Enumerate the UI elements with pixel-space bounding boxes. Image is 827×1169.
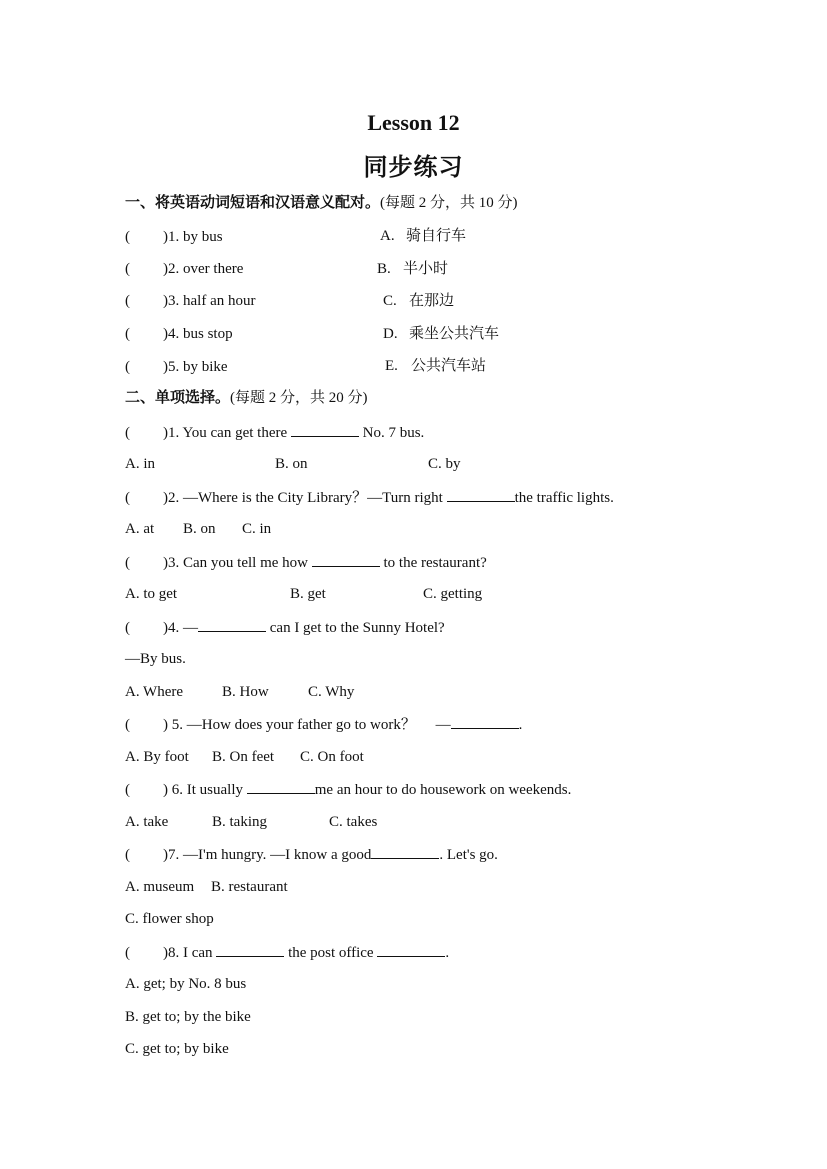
- match-item-phrase: )3. half an hour: [163, 293, 256, 309]
- question-text-end: can I get to the Sunny Hotel?: [269, 620, 445, 636]
- match-meaning-b: [377, 258, 448, 279]
- q8-option-b[interactable]: B. get to; by the bike: [125, 1009, 251, 1025]
- q2-option-b[interactable]: B. on: [183, 521, 216, 537]
- match-row-5: [125, 357, 228, 377]
- q3-option-a[interactable]: A. to get: [125, 586, 178, 602]
- q4-option-c[interactable]: C. Why: [308, 684, 355, 700]
- answer-paren[interactable]: (: [125, 847, 130, 863]
- q8-option-c[interactable]: C. get to; by bike: [125, 1041, 229, 1057]
- question-text: )3. Can you tell me how: [163, 555, 308, 571]
- q3-option-c[interactable]: C. getting: [423, 586, 483, 602]
- answer-paren[interactable]: (: [125, 555, 130, 571]
- question-1: [125, 422, 424, 442]
- section1-heading: [125, 193, 518, 213]
- q6-option-c[interactable]: C. takes: [329, 814, 378, 830]
- q8-option-a[interactable]: A. get; by No. 8 bus: [125, 976, 247, 992]
- answer-paren[interactable]: (: [125, 293, 130, 309]
- question-text-end: No. 7 bus.: [362, 425, 425, 441]
- fill-blank[interactable]: [291, 422, 359, 437]
- q7-option-b[interactable]: B. restaurant: [211, 879, 288, 895]
- lesson-title: Lesson 12: [367, 110, 460, 135]
- answer-paren[interactable]: (: [125, 425, 130, 441]
- answer-paren[interactable]: (: [125, 261, 130, 277]
- match-row-2: [125, 259, 243, 279]
- answer-paren[interactable]: (: [125, 229, 130, 245]
- question-text-end: . Let's go.: [439, 847, 498, 863]
- question-7: [125, 844, 498, 864]
- match-item-phrase: )1. by bus: [163, 229, 223, 245]
- q5-option-c[interactable]: C. On foot: [300, 749, 364, 765]
- answer-paren[interactable]: (: [125, 359, 130, 375]
- section2-heading: [125, 388, 368, 408]
- question-text: )8. I can: [163, 945, 213, 961]
- answer-paren[interactable]: (: [125, 717, 130, 733]
- question-text: )7. —I'm hungry. —I know a good: [163, 847, 372, 863]
- match-letter: C.: [383, 293, 397, 309]
- match-row-1: [125, 227, 223, 247]
- question-text: )4. —: [163, 620, 198, 636]
- fill-blank[interactable]: [198, 617, 266, 632]
- question-3: [125, 552, 487, 572]
- q1-option-c[interactable]: C. by: [428, 456, 461, 472]
- question-text-end: .: [518, 717, 523, 733]
- fill-blank[interactable]: [377, 942, 445, 957]
- q1-option-b[interactable]: B. on: [275, 456, 308, 472]
- q6-option-a[interactable]: A. take: [125, 814, 169, 830]
- q2-option-a[interactable]: A. at: [125, 521, 155, 537]
- q2-option-c[interactable]: C. in: [242, 521, 272, 537]
- question-2: [125, 487, 614, 507]
- match-row-4: [125, 324, 233, 344]
- match-item-phrase: )5. by bike: [163, 359, 228, 375]
- match-meaning-a: [380, 225, 466, 246]
- q4-option-a[interactable]: A. Where: [125, 684, 184, 700]
- q5-option-b[interactable]: B. On feet: [212, 749, 275, 765]
- q4-option-b[interactable]: B. How: [222, 684, 269, 700]
- match-item-phrase: )2. over there: [163, 261, 244, 277]
- section1-note: (每题 2 分，共 10 分): [380, 195, 518, 211]
- fill-blank[interactable]: [447, 487, 515, 502]
- question-8: [125, 942, 449, 962]
- question-text: ) 6. It usually: [163, 782, 243, 798]
- question-text: )2. —Where is the City Library？—Turn right: [163, 490, 443, 506]
- q7-option-c[interactable]: C. flower shop: [125, 911, 214, 927]
- match-meaning: 在那边: [409, 291, 455, 309]
- question-dash: —: [435, 717, 451, 733]
- question-text-mid: the post office: [288, 945, 374, 961]
- match-meaning: 乘坐公共汽车: [409, 324, 500, 342]
- question-5: [125, 714, 522, 734]
- question-4: [125, 617, 445, 637]
- fill-blank[interactable]: [312, 552, 380, 567]
- match-meaning: 骑自行车: [406, 226, 467, 244]
- question-text-end: the traffic lights.: [514, 490, 614, 506]
- answer-paren[interactable]: (: [125, 490, 130, 506]
- question-text: ) 5. —How does your father go to work？: [163, 717, 416, 733]
- q7-option-a[interactable]: A. museum: [125, 879, 195, 895]
- fill-blank[interactable]: [247, 779, 315, 794]
- match-meaning-e: [385, 355, 486, 376]
- fill-blank[interactable]: [371, 844, 439, 859]
- match-row-3: [125, 291, 255, 311]
- answer-paren[interactable]: (: [125, 620, 130, 636]
- lesson-subtitle: 同步练习: [363, 155, 464, 181]
- section1-heading-text: 一、将英语动词短语和汉语意义配对。: [125, 195, 381, 211]
- match-meaning-d: [383, 323, 499, 344]
- q4-answer-line: —By bus.: [125, 651, 186, 667]
- fill-blank[interactable]: [451, 714, 519, 729]
- match-meaning: 半小时: [403, 259, 449, 277]
- match-meaning-c: [383, 290, 454, 311]
- section2-heading-text: 二、单项选择。: [125, 390, 231, 406]
- question-text-end: .: [445, 945, 450, 961]
- section2-note: (每题 2 分，共 20 分): [230, 390, 368, 406]
- fill-blank[interactable]: [216, 942, 284, 957]
- match-meaning: 公共汽车站: [411, 356, 487, 374]
- question-text-end: me an hour to do housework on weekends.: [314, 782, 572, 798]
- match-letter: D.: [383, 326, 398, 342]
- question-6: [125, 779, 571, 799]
- match-letter: E.: [385, 358, 398, 374]
- q5-option-a[interactable]: A. By foot: [125, 749, 189, 765]
- question-text-end: to the restaurant?: [383, 555, 487, 571]
- match-letter: A.: [380, 228, 395, 244]
- q3-option-b[interactable]: B. get: [290, 586, 326, 602]
- question-text: )1. You can get there: [163, 425, 288, 441]
- match-letter: B.: [377, 261, 391, 277]
- match-item-phrase: )4. bus stop: [163, 326, 233, 342]
- q1-option-a[interactable]: A. in: [125, 456, 155, 472]
- answer-paren[interactable]: (: [125, 326, 130, 342]
- answer-paren[interactable]: (: [125, 945, 130, 961]
- answer-paren[interactable]: (: [125, 782, 130, 798]
- q6-option-b[interactable]: B. taking: [212, 814, 267, 830]
